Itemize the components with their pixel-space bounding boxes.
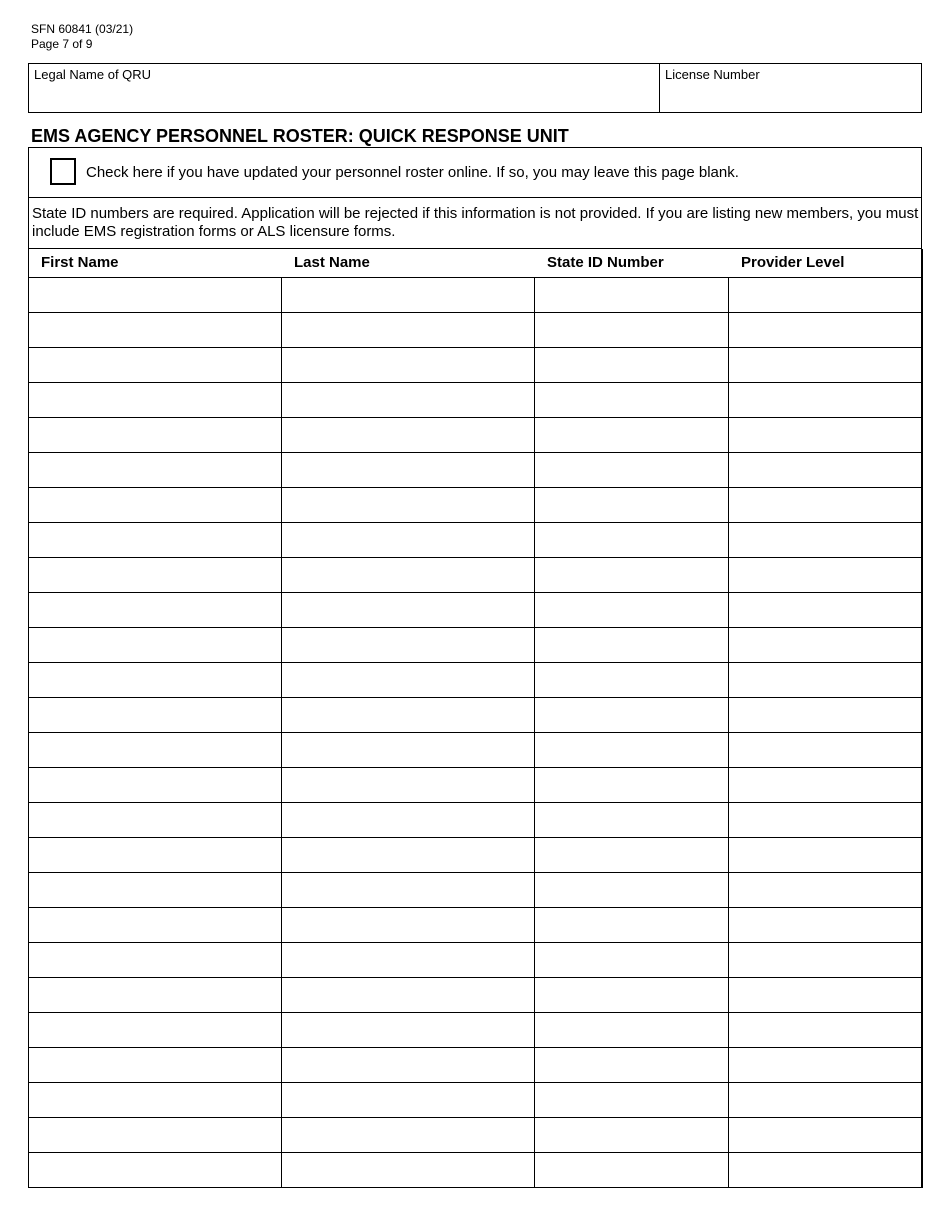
first-name-input[interactable]	[29, 488, 281, 522]
roster-cell-first-name	[29, 802, 282, 837]
roster-cell-provider-level	[729, 347, 923, 382]
table-row	[29, 452, 923, 487]
first-name-input[interactable]	[29, 593, 281, 627]
roster-cell-state-id	[535, 522, 729, 557]
roster-cell-state-id	[535, 312, 729, 347]
provider-level-input[interactable]	[729, 278, 922, 312]
roster-body	[29, 277, 923, 1187]
provider-level-input[interactable]	[729, 698, 922, 732]
legal-name-field[interactable]	[29, 64, 660, 112]
roster-cell-first-name	[29, 557, 282, 592]
provider-level-input[interactable]	[729, 838, 922, 872]
table-row	[29, 1047, 923, 1082]
provider-level-input[interactable]	[729, 348, 922, 382]
state-id-input[interactable]	[535, 418, 728, 452]
table-row	[29, 942, 923, 977]
table-row	[29, 557, 923, 592]
first-name-input[interactable]	[29, 523, 281, 557]
state-id-input[interactable]	[535, 313, 728, 347]
table-row	[29, 907, 923, 942]
roster-cell-state-id	[535, 557, 729, 592]
roster-table	[28, 249, 923, 1188]
provider-level-input[interactable]	[729, 1013, 922, 1047]
last-name-input[interactable]	[282, 1083, 534, 1117]
roster-cell-last-name	[282, 592, 535, 627]
roster-cell-first-name	[29, 697, 282, 732]
table-row	[29, 487, 923, 522]
first-name-input[interactable]	[29, 348, 281, 382]
roster-cell-last-name	[282, 802, 535, 837]
roster-cell-state-id	[535, 732, 729, 767]
license-number-field[interactable]	[660, 64, 921, 112]
state-id-input[interactable]	[535, 838, 728, 872]
state-id-input[interactable]	[535, 558, 728, 592]
online-update-row	[29, 148, 921, 198]
table-row	[29, 1117, 923, 1152]
roster-cell-last-name	[282, 1082, 535, 1117]
state-id-input[interactable]	[535, 593, 728, 627]
roster-cell-last-name	[282, 1152, 535, 1187]
online-update-checkbox[interactable]	[50, 158, 76, 185]
table-row	[29, 977, 923, 1012]
roster-cell-state-id	[535, 662, 729, 697]
roster-cell-state-id	[535, 767, 729, 802]
roster-cell-first-name	[29, 382, 282, 417]
roster-cell-state-id	[535, 1082, 729, 1117]
provider-level-input[interactable]	[729, 593, 922, 627]
state-id-input[interactable]	[535, 908, 728, 942]
state-id-input[interactable]	[535, 523, 728, 557]
roster-cell-state-id	[535, 592, 729, 627]
roster-cell-provider-level	[729, 732, 923, 767]
state-id-input[interactable]	[535, 803, 728, 837]
roster-cell-provider-level	[729, 382, 923, 417]
last-name-input[interactable]	[282, 383, 534, 417]
roster-cell-last-name	[282, 1047, 535, 1082]
roster-cell-provider-level	[729, 872, 923, 907]
legal-name-label: Legal Name of QRU	[34, 67, 152, 82]
roster-cell-state-id	[535, 627, 729, 662]
last-name-input[interactable]	[282, 1118, 534, 1152]
last-name-input[interactable]	[282, 488, 534, 522]
roster-cell-last-name	[282, 837, 535, 872]
table-row	[29, 662, 923, 697]
table-row	[29, 1152, 923, 1187]
provider-level-input[interactable]	[729, 1083, 922, 1117]
last-name-input[interactable]	[282, 978, 534, 1012]
state-id-input[interactable]	[535, 698, 728, 732]
last-name-input[interactable]	[282, 803, 534, 837]
state-id-input[interactable]	[535, 663, 728, 697]
last-name-input[interactable]	[282, 628, 534, 662]
provider-level-input[interactable]	[729, 628, 922, 662]
last-name-input[interactable]	[282, 593, 534, 627]
first-name-input[interactable]	[29, 838, 281, 872]
roster-cell-state-id	[535, 907, 729, 942]
table-row	[29, 732, 923, 767]
last-name-input[interactable]	[282, 663, 534, 697]
roster-cell-last-name	[282, 627, 535, 662]
first-name-input[interactable]	[29, 383, 281, 417]
provider-level-input[interactable]	[729, 803, 922, 837]
last-name-input[interactable]	[282, 698, 534, 732]
last-name-input[interactable]	[282, 838, 534, 872]
roster-cell-first-name	[29, 417, 282, 452]
page-indicator: Page 7 of 9	[31, 37, 93, 51]
provider-level-input[interactable]	[729, 663, 922, 697]
roster-cell-first-name	[29, 732, 282, 767]
state-id-input[interactable]	[535, 1153, 728, 1187]
form-id-block	[31, 22, 133, 52]
roster-cell-provider-level	[729, 1152, 923, 1187]
first-name-input[interactable]	[29, 418, 281, 452]
roster-cell-provider-level	[729, 1082, 923, 1117]
roster-cell-first-name	[29, 1082, 282, 1117]
roster-cell-state-id	[535, 837, 729, 872]
last-name-input[interactable]	[282, 523, 534, 557]
last-name-input[interactable]	[282, 313, 534, 347]
column-header-last-name: Last Name	[282, 249, 535, 277]
roster-cell-last-name	[282, 1117, 535, 1152]
roster-cell-provider-level	[729, 487, 923, 522]
first-name-input[interactable]	[29, 1013, 281, 1047]
roster-cell-first-name	[29, 1012, 282, 1047]
state-id-notice: State ID numbers are required. Application will be rejected if this information is not provided. If you are listing new members, you must include EMS registration forms or ALS licensure forms.	[29, 198, 921, 249]
roster-cell-last-name	[282, 522, 535, 557]
roster-cell-state-id	[535, 347, 729, 382]
roster-cell-provider-level	[729, 662, 923, 697]
roster-cell-last-name	[282, 697, 535, 732]
first-name-input[interactable]	[29, 313, 281, 347]
last-name-input[interactable]	[282, 733, 534, 767]
roster-cell-state-id	[535, 872, 729, 907]
roster-cell-first-name	[29, 347, 282, 382]
last-name-input[interactable]	[282, 768, 534, 802]
first-name-input[interactable]	[29, 663, 281, 697]
roster-cell-first-name	[29, 767, 282, 802]
online-update-label: Check here if you have updated your personnel roster online. If so, you may leave this page blank.	[86, 164, 739, 181]
first-name-input[interactable]	[29, 873, 281, 907]
form-number: SFN 60841 (03/21)	[31, 22, 134, 36]
roster-section	[28, 147, 922, 1188]
roster-cell-first-name	[29, 1117, 282, 1152]
roster-cell-last-name	[282, 662, 535, 697]
state-id-input[interactable]	[535, 453, 728, 487]
roster-cell-last-name	[282, 382, 535, 417]
roster-cell-state-id	[535, 1117, 729, 1152]
provider-level-input[interactable]	[729, 873, 922, 907]
provider-level-input[interactable]	[729, 978, 922, 1012]
roster-cell-provider-level	[729, 557, 923, 592]
state-id-input[interactable]	[535, 348, 728, 382]
first-name-input[interactable]	[29, 1118, 281, 1152]
roster-cell-provider-level	[729, 697, 923, 732]
roster-cell-last-name	[282, 557, 535, 592]
state-id-input[interactable]	[535, 1083, 728, 1117]
state-id-input[interactable]	[535, 873, 728, 907]
first-name-input[interactable]	[29, 453, 281, 487]
first-name-input[interactable]	[29, 558, 281, 592]
state-id-input[interactable]	[535, 1048, 728, 1082]
table-row	[29, 522, 923, 557]
table-row	[29, 767, 923, 802]
roster-cell-first-name	[29, 837, 282, 872]
first-name-input[interactable]	[29, 978, 281, 1012]
roster-cell-provider-level	[729, 592, 923, 627]
roster-header-row	[29, 249, 923, 277]
table-row	[29, 627, 923, 662]
roster-cell-first-name	[29, 872, 282, 907]
roster-cell-last-name	[282, 767, 535, 802]
roster-cell-provider-level	[729, 907, 923, 942]
column-header-state-id: State ID Number	[535, 249, 729, 277]
roster-cell-last-name	[282, 732, 535, 767]
last-name-input[interactable]	[282, 1153, 534, 1187]
provider-level-input[interactable]	[729, 733, 922, 767]
roster-cell-provider-level	[729, 1012, 923, 1047]
roster-cell-state-id	[535, 487, 729, 522]
roster-cell-state-id	[535, 382, 729, 417]
roster-cell-first-name	[29, 277, 282, 312]
last-name-input[interactable]	[282, 418, 534, 452]
roster-cell-last-name	[282, 417, 535, 452]
last-name-input[interactable]	[282, 1013, 534, 1047]
provider-level-input[interactable]	[729, 1118, 922, 1152]
roster-cell-first-name	[29, 312, 282, 347]
roster-cell-first-name	[29, 522, 282, 557]
roster-cell-state-id	[535, 1047, 729, 1082]
roster-cell-state-id	[535, 452, 729, 487]
table-row	[29, 837, 923, 872]
first-name-input[interactable]	[29, 768, 281, 802]
roster-cell-state-id	[535, 277, 729, 312]
roster-cell-first-name	[29, 592, 282, 627]
roster-cell-first-name	[29, 1047, 282, 1082]
state-id-input[interactable]	[535, 383, 728, 417]
first-name-input[interactable]	[29, 908, 281, 942]
roster-cell-provider-level	[729, 767, 923, 802]
table-row	[29, 382, 923, 417]
roster-cell-provider-level	[729, 277, 923, 312]
first-name-input[interactable]	[29, 1083, 281, 1117]
state-id-input[interactable]	[535, 733, 728, 767]
roster-cell-provider-level	[729, 417, 923, 452]
state-id-input[interactable]	[535, 1118, 728, 1152]
section-title: EMS AGENCY PERSONNEL ROSTER: QUICK RESPONSE UNIT	[31, 126, 569, 146]
roster-cell-last-name	[282, 312, 535, 347]
column-header-provider-level: Provider Level	[729, 249, 923, 277]
table-row	[29, 697, 923, 732]
roster-cell-first-name	[29, 662, 282, 697]
roster-cell-state-id	[535, 1152, 729, 1187]
provider-level-input[interactable]	[729, 453, 922, 487]
roster-cell-first-name	[29, 1152, 282, 1187]
roster-cell-provider-level	[729, 627, 923, 662]
roster-cell-provider-level	[729, 1047, 923, 1082]
last-name-input[interactable]	[282, 873, 534, 907]
provider-level-input[interactable]	[729, 1153, 922, 1187]
roster-cell-last-name	[282, 277, 535, 312]
roster-cell-provider-level	[729, 1117, 923, 1152]
table-row	[29, 592, 923, 627]
table-row	[29, 802, 923, 837]
roster-cell-first-name	[29, 942, 282, 977]
last-name-input[interactable]	[282, 453, 534, 487]
provider-level-input[interactable]	[729, 558, 922, 592]
provider-level-input[interactable]	[729, 943, 922, 977]
first-name-input[interactable]	[29, 698, 281, 732]
state-id-input[interactable]	[535, 628, 728, 662]
roster-cell-first-name	[29, 627, 282, 662]
roster-cell-state-id	[535, 697, 729, 732]
roster-cell-state-id	[535, 977, 729, 1012]
provider-level-input[interactable]	[729, 523, 922, 557]
provider-level-input[interactable]	[729, 768, 922, 802]
roster-cell-first-name	[29, 452, 282, 487]
first-name-input[interactable]	[29, 803, 281, 837]
roster-cell-last-name	[282, 487, 535, 522]
state-id-input[interactable]	[535, 943, 728, 977]
table-row	[29, 417, 923, 452]
first-name-input[interactable]	[29, 733, 281, 767]
provider-level-input[interactable]	[729, 418, 922, 452]
table-row	[29, 1012, 923, 1047]
provider-level-input[interactable]	[729, 1048, 922, 1082]
roster-cell-provider-level	[729, 312, 923, 347]
state-id-input[interactable]	[535, 768, 728, 802]
first-name-input[interactable]	[29, 628, 281, 662]
roster-cell-last-name	[282, 347, 535, 382]
state-id-input[interactable]	[535, 978, 728, 1012]
last-name-input[interactable]	[282, 943, 534, 977]
roster-cell-state-id	[535, 1012, 729, 1047]
first-name-input[interactable]	[29, 1048, 281, 1082]
column-header-first-name: First Name	[29, 249, 282, 277]
provider-level-input[interactable]	[729, 383, 922, 417]
last-name-input[interactable]	[282, 348, 534, 382]
roster-cell-last-name	[282, 1012, 535, 1047]
table-row	[29, 312, 923, 347]
agency-info-box	[28, 63, 922, 113]
roster-cell-first-name	[29, 977, 282, 1012]
provider-level-input[interactable]	[729, 488, 922, 522]
roster-cell-last-name	[282, 907, 535, 942]
roster-cell-provider-level	[729, 452, 923, 487]
roster-cell-last-name	[282, 977, 535, 1012]
provider-level-input[interactable]	[729, 313, 922, 347]
roster-cell-first-name	[29, 487, 282, 522]
provider-level-input[interactable]	[729, 908, 922, 942]
last-name-input[interactable]	[282, 908, 534, 942]
first-name-input[interactable]	[29, 278, 281, 312]
roster-cell-provider-level	[729, 802, 923, 837]
last-name-input[interactable]	[282, 1048, 534, 1082]
last-name-input[interactable]	[282, 558, 534, 592]
roster-cell-provider-level	[729, 942, 923, 977]
roster-cell-state-id	[535, 417, 729, 452]
roster-cell-state-id	[535, 942, 729, 977]
roster-cell-provider-level	[729, 977, 923, 1012]
table-row	[29, 872, 923, 907]
roster-cell-last-name	[282, 872, 535, 907]
first-name-input[interactable]	[29, 1153, 281, 1187]
roster-cell-provider-level	[729, 837, 923, 872]
roster-cell-first-name	[29, 907, 282, 942]
table-row	[29, 1082, 923, 1117]
state-id-input[interactable]	[535, 278, 728, 312]
state-id-input[interactable]	[535, 488, 728, 522]
license-number-label: License Number	[665, 67, 760, 82]
first-name-input[interactable]	[29, 943, 281, 977]
roster-cell-state-id	[535, 802, 729, 837]
state-id-input[interactable]	[535, 1013, 728, 1047]
last-name-input[interactable]	[282, 278, 534, 312]
roster-cell-last-name	[282, 452, 535, 487]
table-row	[29, 347, 923, 382]
roster-cell-last-name	[282, 942, 535, 977]
roster-cell-provider-level	[729, 522, 923, 557]
table-row	[29, 277, 923, 312]
